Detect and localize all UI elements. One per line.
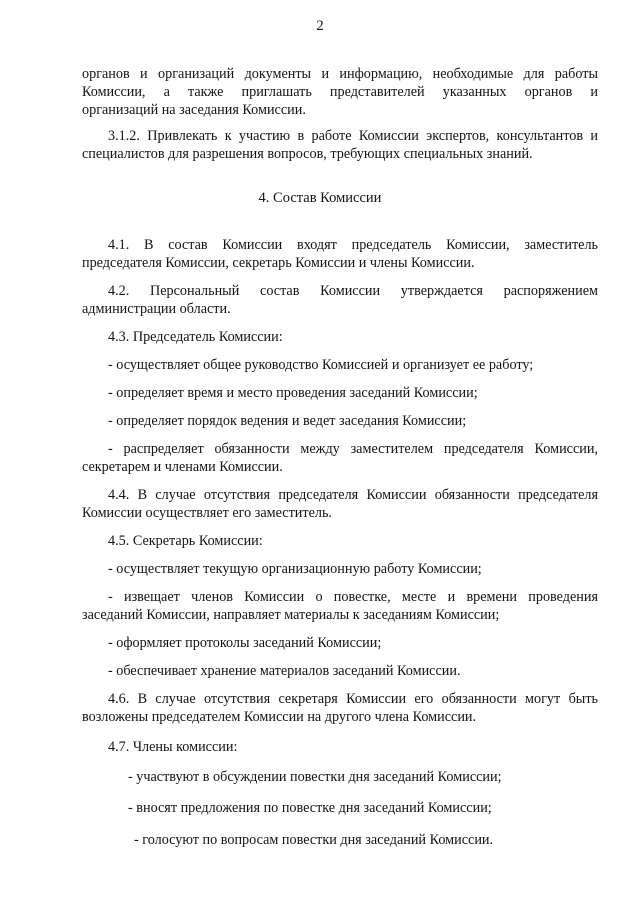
text-line: 4.5. Секретарь Комиссии: [108,533,263,549]
text-line: специалистов для разрешения вопросов, требующих специальных знаний. [82,146,533,162]
text-line: возложены председателем Комиссии на другого члена Комиссии. [82,709,477,725]
text-line: организаций на заседания Комиссии. [82,102,306,118]
text-line: 4.2. Персональный состав Комиссии утверждается распоряжением [108,283,598,299]
list-item: - участвуют в обсуждении повестки дня заседаний Комиссии; [128,769,502,785]
text-line: органов и организаций документы и информацию, необходимые для работы [82,66,598,82]
text-line: заседаний Комиссии, направляет материалы к заседаниям Комиссии; [82,607,500,623]
text-line: председателя Комиссии, секретарь Комиссии и члены Комиссии. [82,255,475,271]
list-item: - оформляет протоколы заседаний Комиссии; [108,635,382,651]
text-line: 4.1. В состав Комиссии входят председатель Комиссии, заместитель [108,237,598,253]
text-line: 3.1.2. Привлекать к участию в работе Комиссии экспертов, консультантов и [108,128,598,144]
page-number: 2 [316,18,324,34]
list-item: - определяет время и место проведения заседаний Комиссии; [108,385,478,401]
section-title: 4. Состав Комиссии [258,190,382,206]
list-item: - вносят предложения по повестке дня заседаний Комиссии; [128,800,492,816]
text-line: секретарем и членами Комиссии. [82,459,283,475]
text-line: администрации области. [82,301,231,317]
list-item: - определяет порядок ведения и ведет заседания Комиссии; [108,413,467,429]
text-line: Комиссии осуществляет его заместитель. [82,505,332,521]
text-line: 4.3. Председатель Комиссии: [108,329,283,345]
text-line: Комиссии, а также приглашать представителей указанных органов и [82,84,598,100]
list-item: - осуществляет общее руководство Комиссией и организует ее работу; [108,357,534,373]
list-item: - обеспечивает хранение материалов заседаний Комиссии. [108,663,461,679]
text-line: 4.6. В случае отсутствия секретаря Комиссии его обязанности могут быть [108,691,598,707]
text-line: 4.4. В случае отсутствия председателя Комиссии обязанности председателя [108,487,598,503]
text-line: 4.7. Члены комиссии: [108,739,238,755]
list-item: - осуществляет текущую организационную работу Комиссии; [108,561,482,577]
list-item: - извещает членов Комиссии о повестке, месте и времени проведения [108,589,598,605]
list-item: - голосуют по вопросам повестки дня заседаний Комиссии. [134,832,494,848]
list-item: - распределяет обязанности между заместителем председателя Комиссии, [108,441,598,457]
